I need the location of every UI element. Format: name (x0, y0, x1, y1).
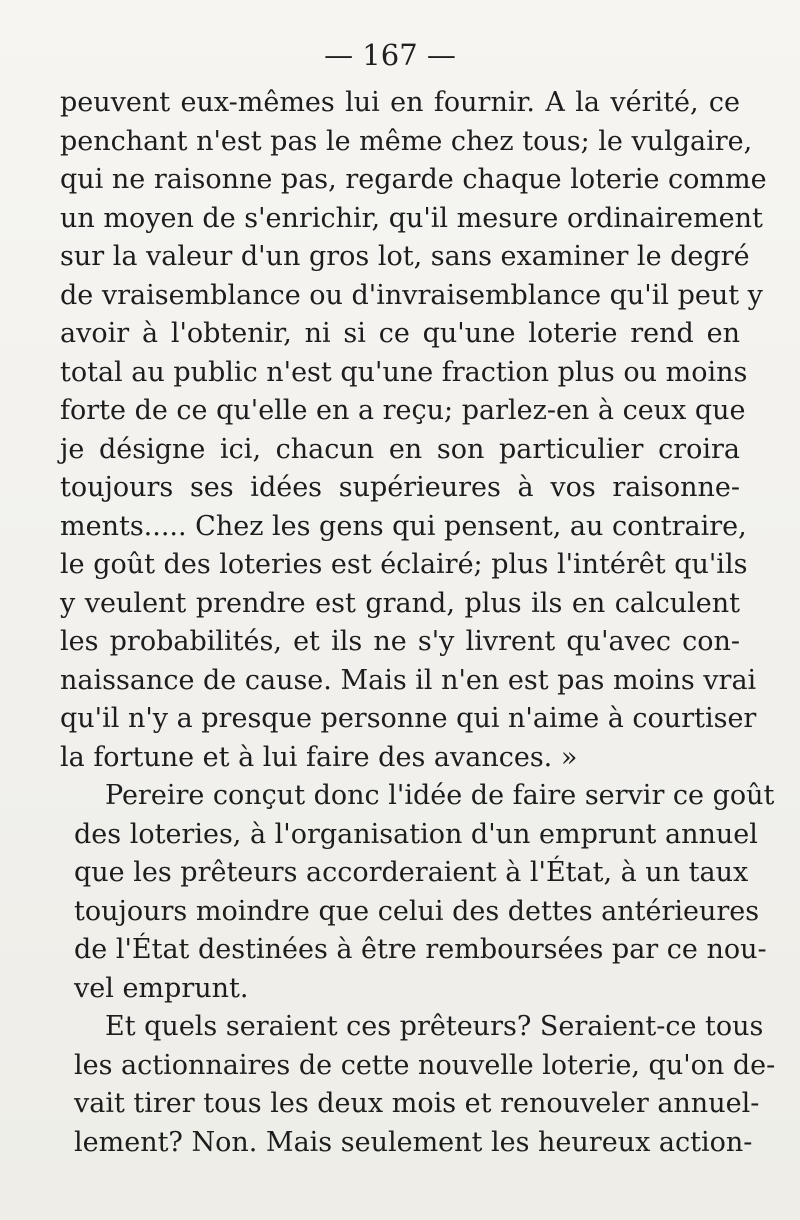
text-line: de l'État destinées à être remboursées par ce nou- (74, 934, 767, 965)
text-line: toujours moindre que celui des dettes antérieures (74, 895, 760, 927)
text-line: qui ne raisonne pas, regarde chaque loterie comme (60, 164, 767, 195)
text-line: la fortune et à lui faire des avances. » (60, 741, 578, 773)
text-line: les actionnaires de cette nouvelle loterie, qu'on de- (74, 1049, 776, 1081)
text-line: des loteries, à l'organisation d'un emprunt annuel (74, 818, 758, 850)
text-line: vel emprunt. (74, 972, 249, 1004)
text-line: toujours ses idées supérieures à vos raisonne- (60, 472, 740, 503)
paragraph-3 (60, 1008, 776, 1162)
text-line: lement? Non. Mais seulement les heureux action- (74, 1126, 753, 1158)
body-text (60, 84, 776, 1162)
text-line: je désigne ici, chacun en son particulier croira (60, 433, 740, 465)
text-line: qu'il n'y a presque personne qui n'aime à courtiser (60, 703, 757, 734)
text-line: y veulent prendre est grand, plus ils en calculent (60, 587, 740, 619)
text-line: de vraisemblance ou d'invraisemblance qu'il peut y (60, 279, 763, 311)
text-line: que les prêteurs accorderaient à l'État, à un taux (74, 857, 749, 888)
text-line: Pereire conçut donc l'idée de faire servir ce goût (105, 780, 775, 811)
paragraph-1 (60, 84, 767, 777)
paragraph-2 (60, 777, 775, 1008)
text-line: avoir à l'obtenir, ni si ce qu'une loterie rend en (60, 318, 740, 349)
text-line: naissance de cause. Mais il n'en est pas moins vrai (60, 664, 757, 696)
text-line: les probabilités, et ils ne s'y livrent qu'avec con- (60, 626, 740, 657)
text-line: sur la valeur d'un gros lot, sans examiner le degré (60, 241, 750, 272)
text-line: peuvent eux-mêmes lui en fournir. A la vérité, ce (60, 87, 740, 118)
page-number: — 167 — (324, 38, 456, 72)
text-line: penchant n'est pas le même chez tous; le vulgaire, (60, 125, 753, 157)
text-line: total au public n'est qu'une fraction plus ou moins (60, 356, 748, 388)
text-line: Et quels seraient ces prêteurs? Seraient-ce tous (105, 1011, 764, 1042)
text-line: ments..... Chez les gens qui pensent, au contraire, (60, 510, 747, 542)
text-line: un moyen de s'enrichir, qu'il mesure ordinairement (60, 202, 763, 234)
text-line: forte de ce qu'elle en a reçu; parlez-en à ceux que (60, 395, 746, 426)
text-line: vait tirer tous les deux mois et renouveler annuel- (74, 1088, 760, 1119)
text-line: le goût des loteries est éclairé; plus l'intérêt qu'ils (60, 549, 748, 580)
